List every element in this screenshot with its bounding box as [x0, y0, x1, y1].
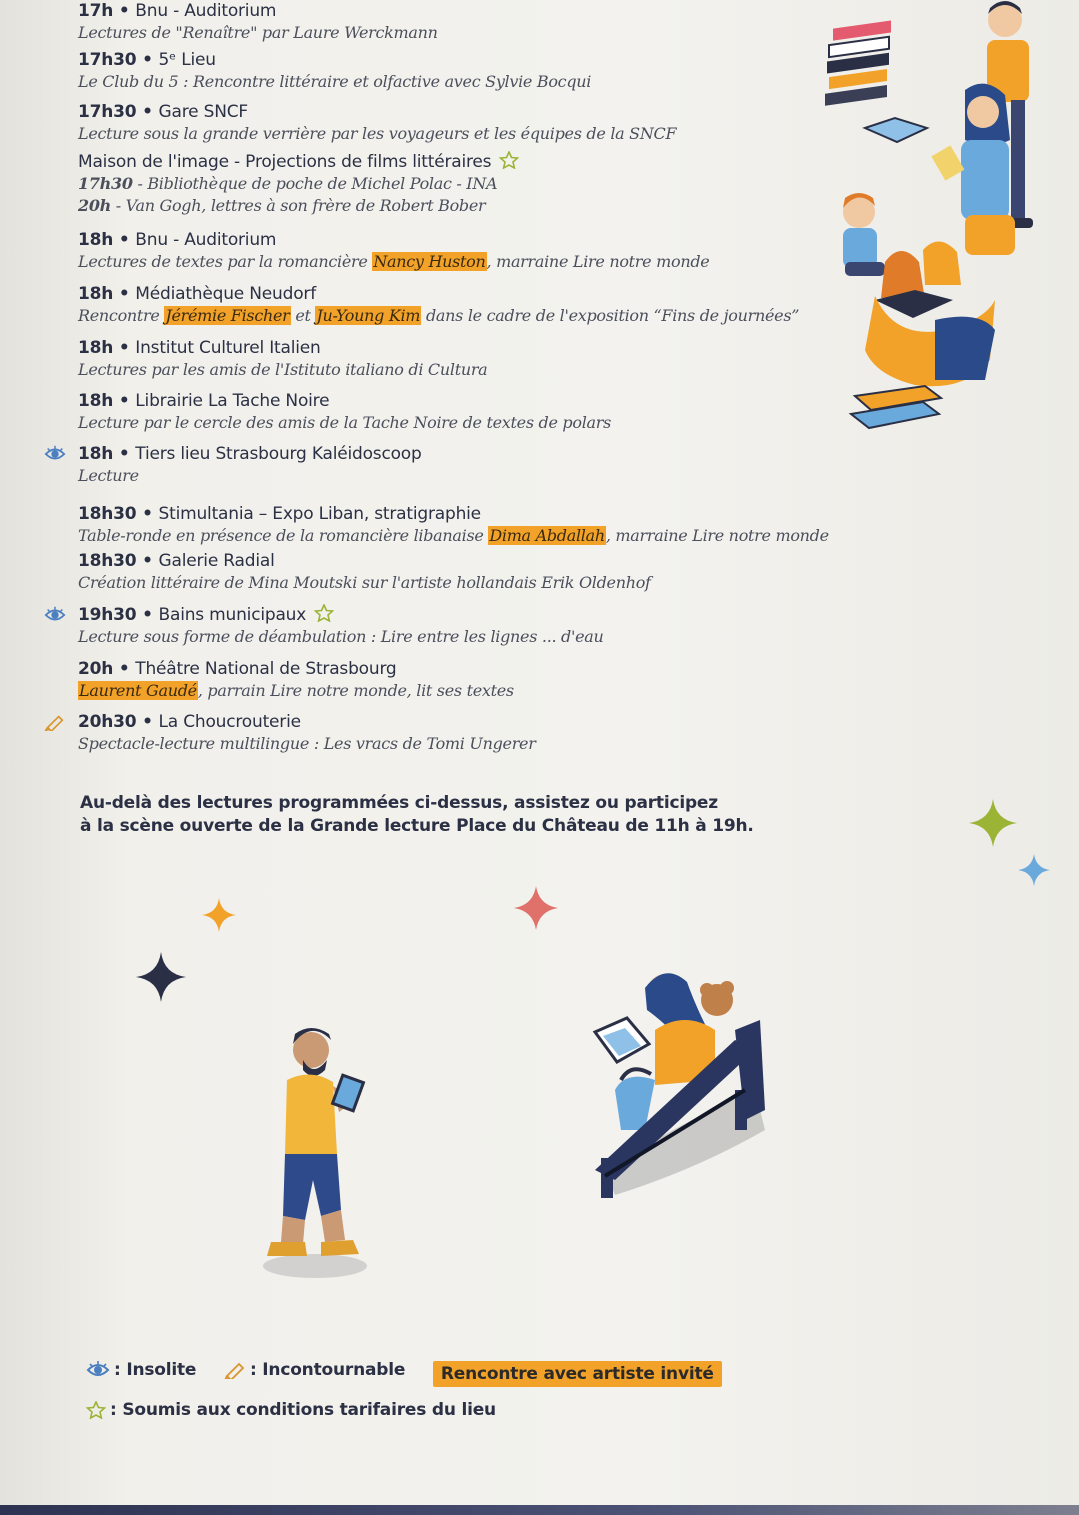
description-text: dans le cadre de l'exposition “Fins de journées” — [421, 306, 800, 325]
event-item — [78, 658, 514, 702]
event-title — [78, 0, 438, 22]
description-text: Lectures par les amis de l'Istituto italiano di Cultura — [78, 360, 488, 379]
event-time: 18h30 — [78, 504, 137, 524]
description-text: Spectacle-lecture multilingue : Les vracs de Tomi Ungerer — [78, 734, 536, 753]
description-text: Création littéraire de Mina Moutski sur l'artiste hollandais Erik Oldenhof — [78, 573, 651, 592]
event-venue: Bnu - Auditorium — [135, 1, 277, 21]
invited-artist-highlight: Dima Abdallah — [489, 526, 605, 545]
event-description — [78, 680, 514, 702]
event-item — [78, 101, 676, 145]
bottom-strip — [0, 1505, 1079, 1515]
event-separator: • — [136, 605, 159, 625]
legend-insolite — [86, 1360, 196, 1380]
invited-artist-highlight: Ju-Young Kim — [316, 306, 421, 325]
event-time: 17h30 — [78, 102, 137, 122]
event-venue: Médiathèque Neudorf — [135, 284, 316, 304]
event-separator: • — [113, 338, 136, 358]
event-title — [78, 443, 422, 465]
invited-artist-highlight: Jérémie Fischer — [165, 306, 290, 325]
sparkle-icon — [200, 896, 238, 934]
event-time: 18h30 — [78, 551, 137, 571]
event-item — [78, 151, 519, 217]
event-venue: La Choucrouterie — [158, 712, 301, 732]
legend-soumis-label: : Soumis aux conditions tarifaires du lieu — [110, 1400, 496, 1420]
event-time: 18h — [78, 338, 114, 358]
legend-soumis — [86, 1400, 496, 1420]
event-venue: Stimultania – Expo Liban, stratigraphie — [158, 504, 481, 524]
event-separator: • — [136, 504, 159, 524]
event-time: 17h — [78, 1, 114, 21]
event-item — [78, 390, 611, 434]
event-time: 18h — [78, 230, 114, 250]
event-title — [78, 390, 611, 412]
event-item — [78, 49, 591, 93]
screening-line — [78, 195, 519, 217]
event-title — [78, 283, 799, 305]
event-time: 17h30 — [78, 50, 137, 70]
description-text: Lecture — [78, 466, 139, 485]
legend-rencontre-badge: Rencontre avec artiste invité — [433, 1361, 722, 1387]
event-venue: Librairie La Tache Noire — [135, 391, 330, 411]
description-text: Lectures de textes par la romancière — [78, 252, 373, 271]
star-outline-icon — [499, 151, 519, 169]
event-item — [78, 604, 604, 648]
legend-row-2 — [86, 1400, 518, 1424]
event-description — [78, 71, 591, 93]
event-separator: • — [113, 1, 136, 21]
event-item — [78, 711, 536, 755]
event-separator: • — [113, 391, 136, 411]
legend-insolite-label: : Insolite — [114, 1360, 197, 1380]
event-time: 20h30 — [78, 712, 137, 732]
bench-reader-illustration — [585, 970, 775, 1205]
event-venue: Gare SNCF — [158, 102, 248, 122]
event-venue: Bains municipaux — [158, 605, 307, 625]
description-text: , parrain Lire notre monde, lit ses textes — [197, 681, 514, 700]
event-title — [78, 229, 709, 251]
event-title — [78, 101, 676, 123]
screening-time: 20h — [78, 196, 111, 215]
event-item — [78, 283, 799, 327]
event-separator: • — [113, 230, 136, 250]
event-separator: • — [136, 712, 159, 732]
event-description — [78, 22, 438, 44]
event-venue: Bnu - Auditorium — [135, 230, 277, 250]
event-item — [78, 443, 422, 487]
closing-line-2: à la scène ouverte de la Grande lecture Place du Château de 11h à 19h. — [80, 816, 754, 836]
children-reading-illustration — [815, 0, 1055, 450]
eye-icon — [86, 1361, 110, 1379]
walking-reader-illustration — [255, 1020, 385, 1285]
event-venue: Théâtre National de Strasbourg — [135, 659, 397, 679]
event-description — [78, 359, 487, 381]
sparkle-icon — [512, 884, 560, 932]
description-text: Le Club du 5 : Rencontre littéraire et olfactive avec Sylvie Bocqui — [78, 72, 592, 91]
event-description — [78, 251, 709, 273]
event-time: 18h — [78, 391, 114, 411]
description-text: Table-ronde en présence de la romancière libanaise — [78, 526, 489, 545]
event-separator: • — [136, 102, 159, 122]
event-description — [78, 465, 422, 487]
event-separator: • — [113, 659, 136, 679]
screening-title: - Van Gogh, lettres à son frère de Robert Bober — [111, 196, 486, 215]
event-venue: Institut Culturel Italien — [135, 338, 321, 358]
screening-time: 17h30 — [78, 174, 133, 193]
sparkle-icon — [134, 950, 188, 1004]
event-title — [78, 337, 487, 359]
pen-icon — [44, 713, 66, 731]
description-text: Lectures de "Renaître" par Laure Werckmann — [78, 23, 438, 42]
description-text: , marraine Lire notre monde — [605, 526, 829, 545]
event-item — [78, 503, 829, 547]
event-venue: Maison de l'image - Projections de films littéraires — [78, 152, 492, 172]
event-title — [78, 151, 519, 173]
eye-icon — [44, 606, 66, 624]
event-title — [78, 503, 829, 525]
event-description — [78, 305, 799, 327]
event-separator: • — [113, 284, 136, 304]
event-separator: • — [136, 50, 159, 70]
event-description — [78, 525, 829, 547]
event-description — [78, 123, 676, 145]
eye-icon — [44, 445, 66, 463]
sparkle-icon — [1016, 852, 1052, 888]
event-sub-list — [78, 173, 519, 217]
closing-note — [80, 792, 780, 838]
event-item — [78, 229, 709, 273]
invited-artist-highlight: Nancy Huston — [373, 252, 486, 271]
event-title — [78, 49, 591, 71]
event-venue: Galerie Radial — [158, 551, 275, 571]
event-time: 20h — [78, 659, 114, 679]
star-outline-icon — [86, 1401, 106, 1419]
screening-title: - Bibliothèque de poche de Michel Polac - INA — [132, 174, 498, 193]
event-description — [78, 412, 611, 434]
description-text: Lecture sous la grande verrière par les voyageurs et les équipes de la SNCF — [78, 124, 677, 143]
event-time: 19h30 — [78, 605, 137, 625]
legend-row-1 — [86, 1360, 722, 1387]
event-item — [78, 0, 438, 44]
event-title — [78, 604, 604, 626]
sparkle-icon — [966, 796, 1020, 850]
description-text: Rencontre — [78, 306, 165, 325]
event-title — [78, 550, 651, 572]
description-text: et — [290, 306, 316, 325]
invited-artist-highlight: Laurent Gaudé — [79, 681, 197, 700]
event-title — [78, 711, 536, 733]
event-time: 18h — [78, 284, 114, 304]
event-time: 18h — [78, 444, 114, 464]
screening-line — [78, 173, 519, 195]
star-outline-icon — [314, 604, 334, 622]
description-text: , marraine Lire notre monde — [486, 252, 710, 271]
event-venue: Tiers lieu Strasbourg Kaléidoscoop — [135, 444, 422, 464]
event-venue: 5ᵉ Lieu — [158, 50, 216, 70]
event-title — [78, 658, 514, 680]
legend-incontournable-label: : Incontournable — [249, 1360, 406, 1380]
event-separator: • — [136, 551, 159, 571]
event-description — [78, 572, 651, 594]
event-item — [78, 550, 651, 594]
event-description — [78, 733, 536, 755]
event-description — [78, 626, 604, 648]
pen-icon — [224, 1361, 246, 1379]
legend-incontournable — [224, 1360, 405, 1380]
event-item — [78, 337, 487, 381]
description-text: Lecture par le cercle des amis de la Tache Noire de textes de polars — [78, 413, 612, 432]
closing-line-1: Au-delà des lectures programmées ci-dessus, assistez ou participez — [80, 793, 718, 813]
description-text: Lecture sous forme de déambulation : Lire entre les lignes ... d'eau — [78, 627, 604, 646]
event-separator: • — [113, 444, 136, 464]
